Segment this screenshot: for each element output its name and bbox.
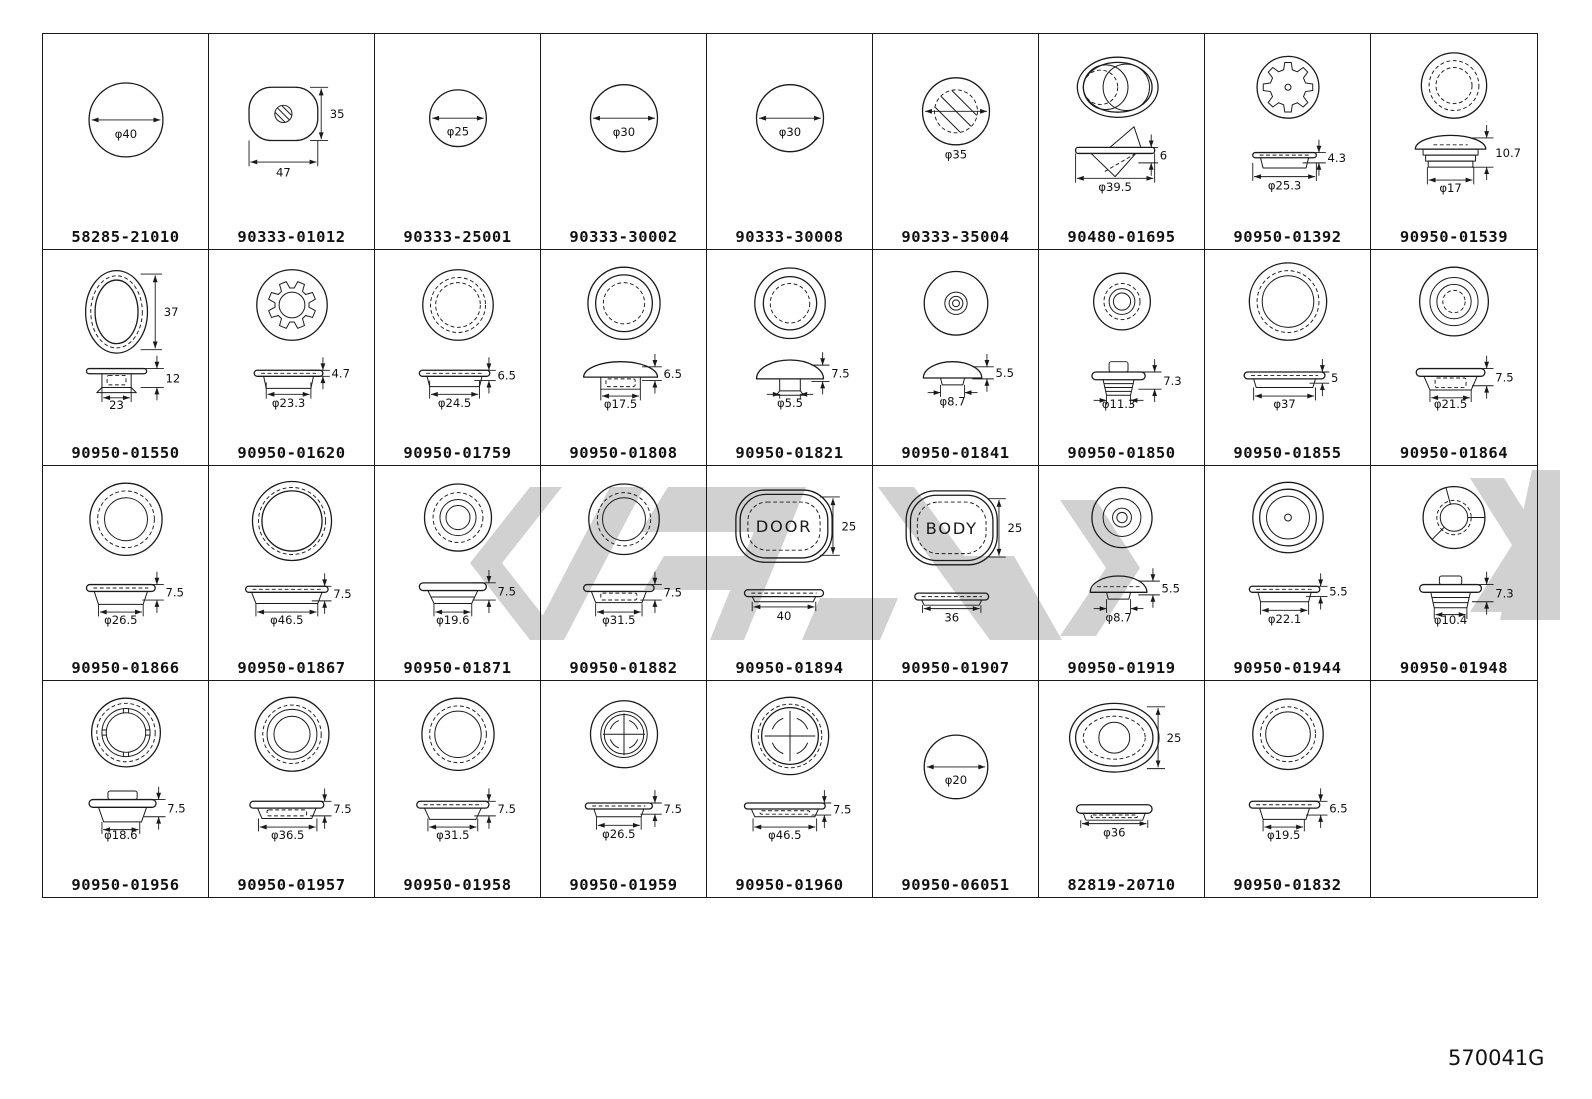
svg-text:37: 37	[163, 304, 179, 319]
part-drawing	[874, 681, 1038, 864]
part-cell	[873, 466, 1039, 682]
part-cell	[1205, 34, 1371, 250]
part-drawing	[1372, 466, 1536, 649]
svg-text:φ39.5: φ39.5	[1097, 180, 1132, 195]
part-drawing	[1372, 250, 1536, 433]
part-number: 90950-01871	[403, 659, 512, 678]
svg-text:7.5: 7.5	[832, 802, 851, 817]
part-drawing	[44, 466, 208, 649]
part-cell	[707, 34, 873, 250]
part-cell	[541, 250, 707, 466]
part-number: 90950-01907	[901, 659, 1010, 678]
part-number: 90950-01958	[403, 876, 512, 894]
svg-text:φ20: φ20	[944, 773, 967, 788]
part-drawing	[1040, 250, 1204, 433]
svg-text:φ30: φ30	[778, 125, 801, 140]
part-cell	[541, 466, 707, 682]
svg-text:φ36.5: φ36.5	[270, 828, 304, 843]
part-cell	[375, 466, 541, 682]
svg-text:7.5: 7.5	[332, 586, 352, 601]
part-number: 90950-01850	[1067, 443, 1176, 462]
part-cell	[375, 681, 541, 897]
svg-text:φ5.5: φ5.5	[776, 395, 803, 410]
part-number: 90950-01855	[1233, 443, 1342, 462]
part-number: 90950-01841	[901, 443, 1010, 462]
part-drawing	[874, 466, 1038, 649]
svg-text:25: 25	[841, 518, 856, 533]
part-number: 90950-01759	[403, 443, 512, 462]
svg-text:φ31.5: φ31.5	[601, 612, 636, 627]
svg-text:φ17: φ17	[1439, 181, 1462, 196]
part-cell	[43, 466, 209, 682]
svg-text:φ25: φ25	[446, 124, 469, 139]
part-drawing	[708, 34, 872, 217]
part-drawing	[874, 34, 1038, 217]
svg-text:35: 35	[329, 107, 345, 122]
svg-text:7.5: 7.5	[663, 802, 682, 817]
part-number: 82819-20710	[1067, 876, 1176, 894]
svg-text:φ36: φ36	[1102, 825, 1125, 840]
part-number: 90950-01392	[1233, 227, 1342, 246]
svg-text:φ30: φ30	[612, 125, 635, 140]
svg-text:φ10.4: φ10.4	[1433, 612, 1468, 627]
part-drawing	[708, 250, 872, 433]
part-number: 90950-01620	[237, 443, 346, 462]
svg-text:40: 40	[776, 608, 791, 623]
part-number: 90950-01882	[569, 659, 678, 678]
svg-text:47: 47	[275, 165, 291, 180]
svg-text:25: 25	[1166, 731, 1181, 746]
part-drawing	[44, 250, 208, 433]
part-cell	[209, 466, 375, 682]
part-drawing	[376, 681, 540, 864]
part-number: 90950-01821	[735, 443, 844, 462]
svg-text:6.5: 6.5	[497, 368, 516, 383]
part-drawing	[376, 34, 540, 217]
svg-text:φ26.5: φ26.5	[601, 827, 636, 842]
part-number: 90950-06051	[901, 876, 1010, 894]
part-cell	[1039, 466, 1205, 682]
part-drawing	[1206, 250, 1370, 433]
svg-text:φ35: φ35	[944, 147, 967, 162]
part-cell	[1371, 250, 1537, 466]
svg-text:φ23.3: φ23.3	[271, 395, 305, 410]
part-drawing	[376, 466, 540, 649]
part-drawing	[1372, 34, 1536, 217]
part-cell	[43, 34, 209, 250]
part-number: 90333-30008	[735, 227, 844, 246]
svg-text:φ11.3: φ11.3	[1101, 396, 1135, 411]
part-drawing	[1206, 681, 1370, 864]
part-number: 90333-30002	[569, 227, 678, 246]
part-drawing	[542, 250, 706, 433]
part-drawing	[1040, 681, 1204, 864]
part-cell	[873, 34, 1039, 250]
part-drawing	[210, 250, 374, 433]
part-cell	[209, 250, 375, 466]
part-number: 90950-01867	[237, 659, 346, 678]
svg-text:7.5: 7.5	[830, 366, 850, 381]
part-number: 90950-01956	[71, 876, 180, 894]
svg-text:DOOR: DOOR	[755, 516, 812, 536]
svg-text:6.5: 6.5	[663, 366, 682, 381]
svg-text:4.3: 4.3	[1327, 151, 1346, 166]
part-number: 90333-01012	[237, 227, 346, 246]
part-number: 90950-01959	[569, 876, 678, 894]
part-drawing	[542, 466, 706, 649]
part-drawing	[210, 34, 374, 217]
part-number: 90950-01894	[735, 659, 844, 678]
part-number: 90950-01864	[1399, 443, 1509, 462]
part-drawing	[376, 250, 540, 433]
part-cell	[873, 250, 1039, 466]
part-drawing	[1206, 466, 1370, 649]
part-number: 90950-01866	[71, 659, 180, 678]
part-cell	[209, 681, 375, 897]
part-cell	[209, 34, 375, 250]
svg-text:φ46.5: φ46.5	[269, 612, 304, 627]
svg-text:7.5: 7.5	[166, 801, 186, 816]
part-number: 90950-01832	[1233, 876, 1342, 894]
svg-text:7.3: 7.3	[1495, 585, 1514, 600]
svg-text:φ31.5: φ31.5	[435, 828, 470, 843]
svg-text:φ25.3: φ25.3	[1267, 178, 1301, 193]
part-drawing	[1040, 34, 1204, 217]
svg-text:φ17.5: φ17.5	[603, 396, 637, 411]
part-cell	[707, 466, 873, 682]
part-drawing	[542, 681, 706, 864]
part-drawing	[874, 250, 1038, 433]
part-number: 90950-01550	[71, 443, 180, 462]
part-cell	[1039, 681, 1205, 897]
part-cell	[1039, 34, 1205, 250]
svg-text:7.5: 7.5	[497, 584, 516, 599]
part-cell	[43, 250, 209, 466]
svg-text:BODY: BODY	[925, 518, 978, 538]
svg-text:φ18.6: φ18.6	[103, 828, 138, 843]
part-cell	[1205, 250, 1371, 466]
svg-text:7.5: 7.5	[497, 802, 516, 817]
part-drawing	[44, 34, 208, 217]
svg-text:25: 25	[1007, 520, 1022, 535]
part-cell	[1371, 681, 1537, 897]
part-number: 90333-25001	[403, 227, 512, 246]
part-cell	[707, 681, 873, 897]
part-number: 90950-01957	[237, 876, 346, 894]
part-drawing	[210, 681, 374, 864]
part-number: 90950-01808	[569, 443, 678, 462]
svg-text:7.5: 7.5	[663, 585, 682, 600]
part-number: 90950-01539	[1399, 227, 1509, 246]
svg-text:6.5: 6.5	[1328, 801, 1348, 816]
part-number: 90950-01944	[1233, 659, 1342, 678]
svg-text:7.5: 7.5	[165, 585, 184, 600]
svg-text:23: 23	[108, 397, 124, 412]
svg-text:φ21.5: φ21.5	[1433, 396, 1468, 411]
part-drawing	[210, 466, 374, 649]
svg-text:4.7: 4.7	[331, 366, 350, 381]
part-cell	[43, 681, 209, 897]
svg-text:5.5: 5.5	[995, 365, 1014, 380]
svg-text:7.5: 7.5	[1495, 370, 1514, 385]
svg-text:5: 5	[1330, 370, 1338, 385]
svg-text:φ46.5: φ46.5	[767, 828, 802, 843]
part-number: 90950-01960	[735, 876, 844, 894]
part-cell	[873, 681, 1039, 897]
part-cell	[375, 34, 541, 250]
part-cell	[1205, 681, 1371, 897]
part-number: 90950-01948	[1399, 659, 1509, 678]
part-drawing	[708, 681, 872, 864]
svg-text:7.3: 7.3	[1162, 373, 1182, 388]
svg-text:φ8.7: φ8.7	[1105, 610, 1132, 625]
svg-text:φ22.1: φ22.1	[1267, 611, 1301, 626]
part-drawing	[1040, 466, 1204, 649]
part-cell	[707, 250, 873, 466]
svg-text:36: 36	[943, 610, 959, 625]
parts-grid	[42, 33, 1538, 898]
part-drawing	[1372, 681, 1536, 864]
svg-text:5.5: 5.5	[1328, 584, 1348, 599]
svg-text:7.5: 7.5	[332, 802, 352, 817]
part-number: 90480-01695	[1067, 227, 1176, 246]
part-cell	[541, 34, 707, 250]
svg-text:φ26.5: φ26.5	[103, 612, 138, 627]
part-cell	[541, 681, 707, 897]
svg-text:φ19.6: φ19.6	[435, 612, 470, 627]
svg-text:φ24.5: φ24.5	[437, 395, 471, 410]
svg-text:10.7: 10.7	[1495, 145, 1522, 160]
svg-text:6: 6	[1159, 148, 1167, 163]
svg-text:12: 12	[165, 371, 180, 386]
part-number: 90333-35004	[901, 227, 1010, 246]
part-cell	[375, 250, 541, 466]
svg-text:φ37: φ37	[1272, 396, 1296, 411]
svg-text:5.5: 5.5	[1161, 580, 1180, 595]
svg-text:φ40: φ40	[114, 126, 137, 141]
part-drawing	[44, 681, 208, 864]
part-drawing	[1206, 34, 1370, 217]
svg-text:φ19.5: φ19.5	[1266, 828, 1300, 843]
part-cell	[1371, 466, 1537, 682]
part-number: 90950-01919	[1067, 659, 1176, 678]
part-number: 58285-21010	[71, 227, 180, 246]
part-cell	[1205, 466, 1371, 682]
part-cell	[1039, 250, 1205, 466]
figure-code: 570041G	[1448, 1046, 1545, 1070]
part-cell	[1371, 34, 1537, 250]
part-drawing	[542, 34, 706, 217]
part-drawing	[708, 466, 872, 649]
svg-text:φ8.7: φ8.7	[939, 394, 966, 409]
